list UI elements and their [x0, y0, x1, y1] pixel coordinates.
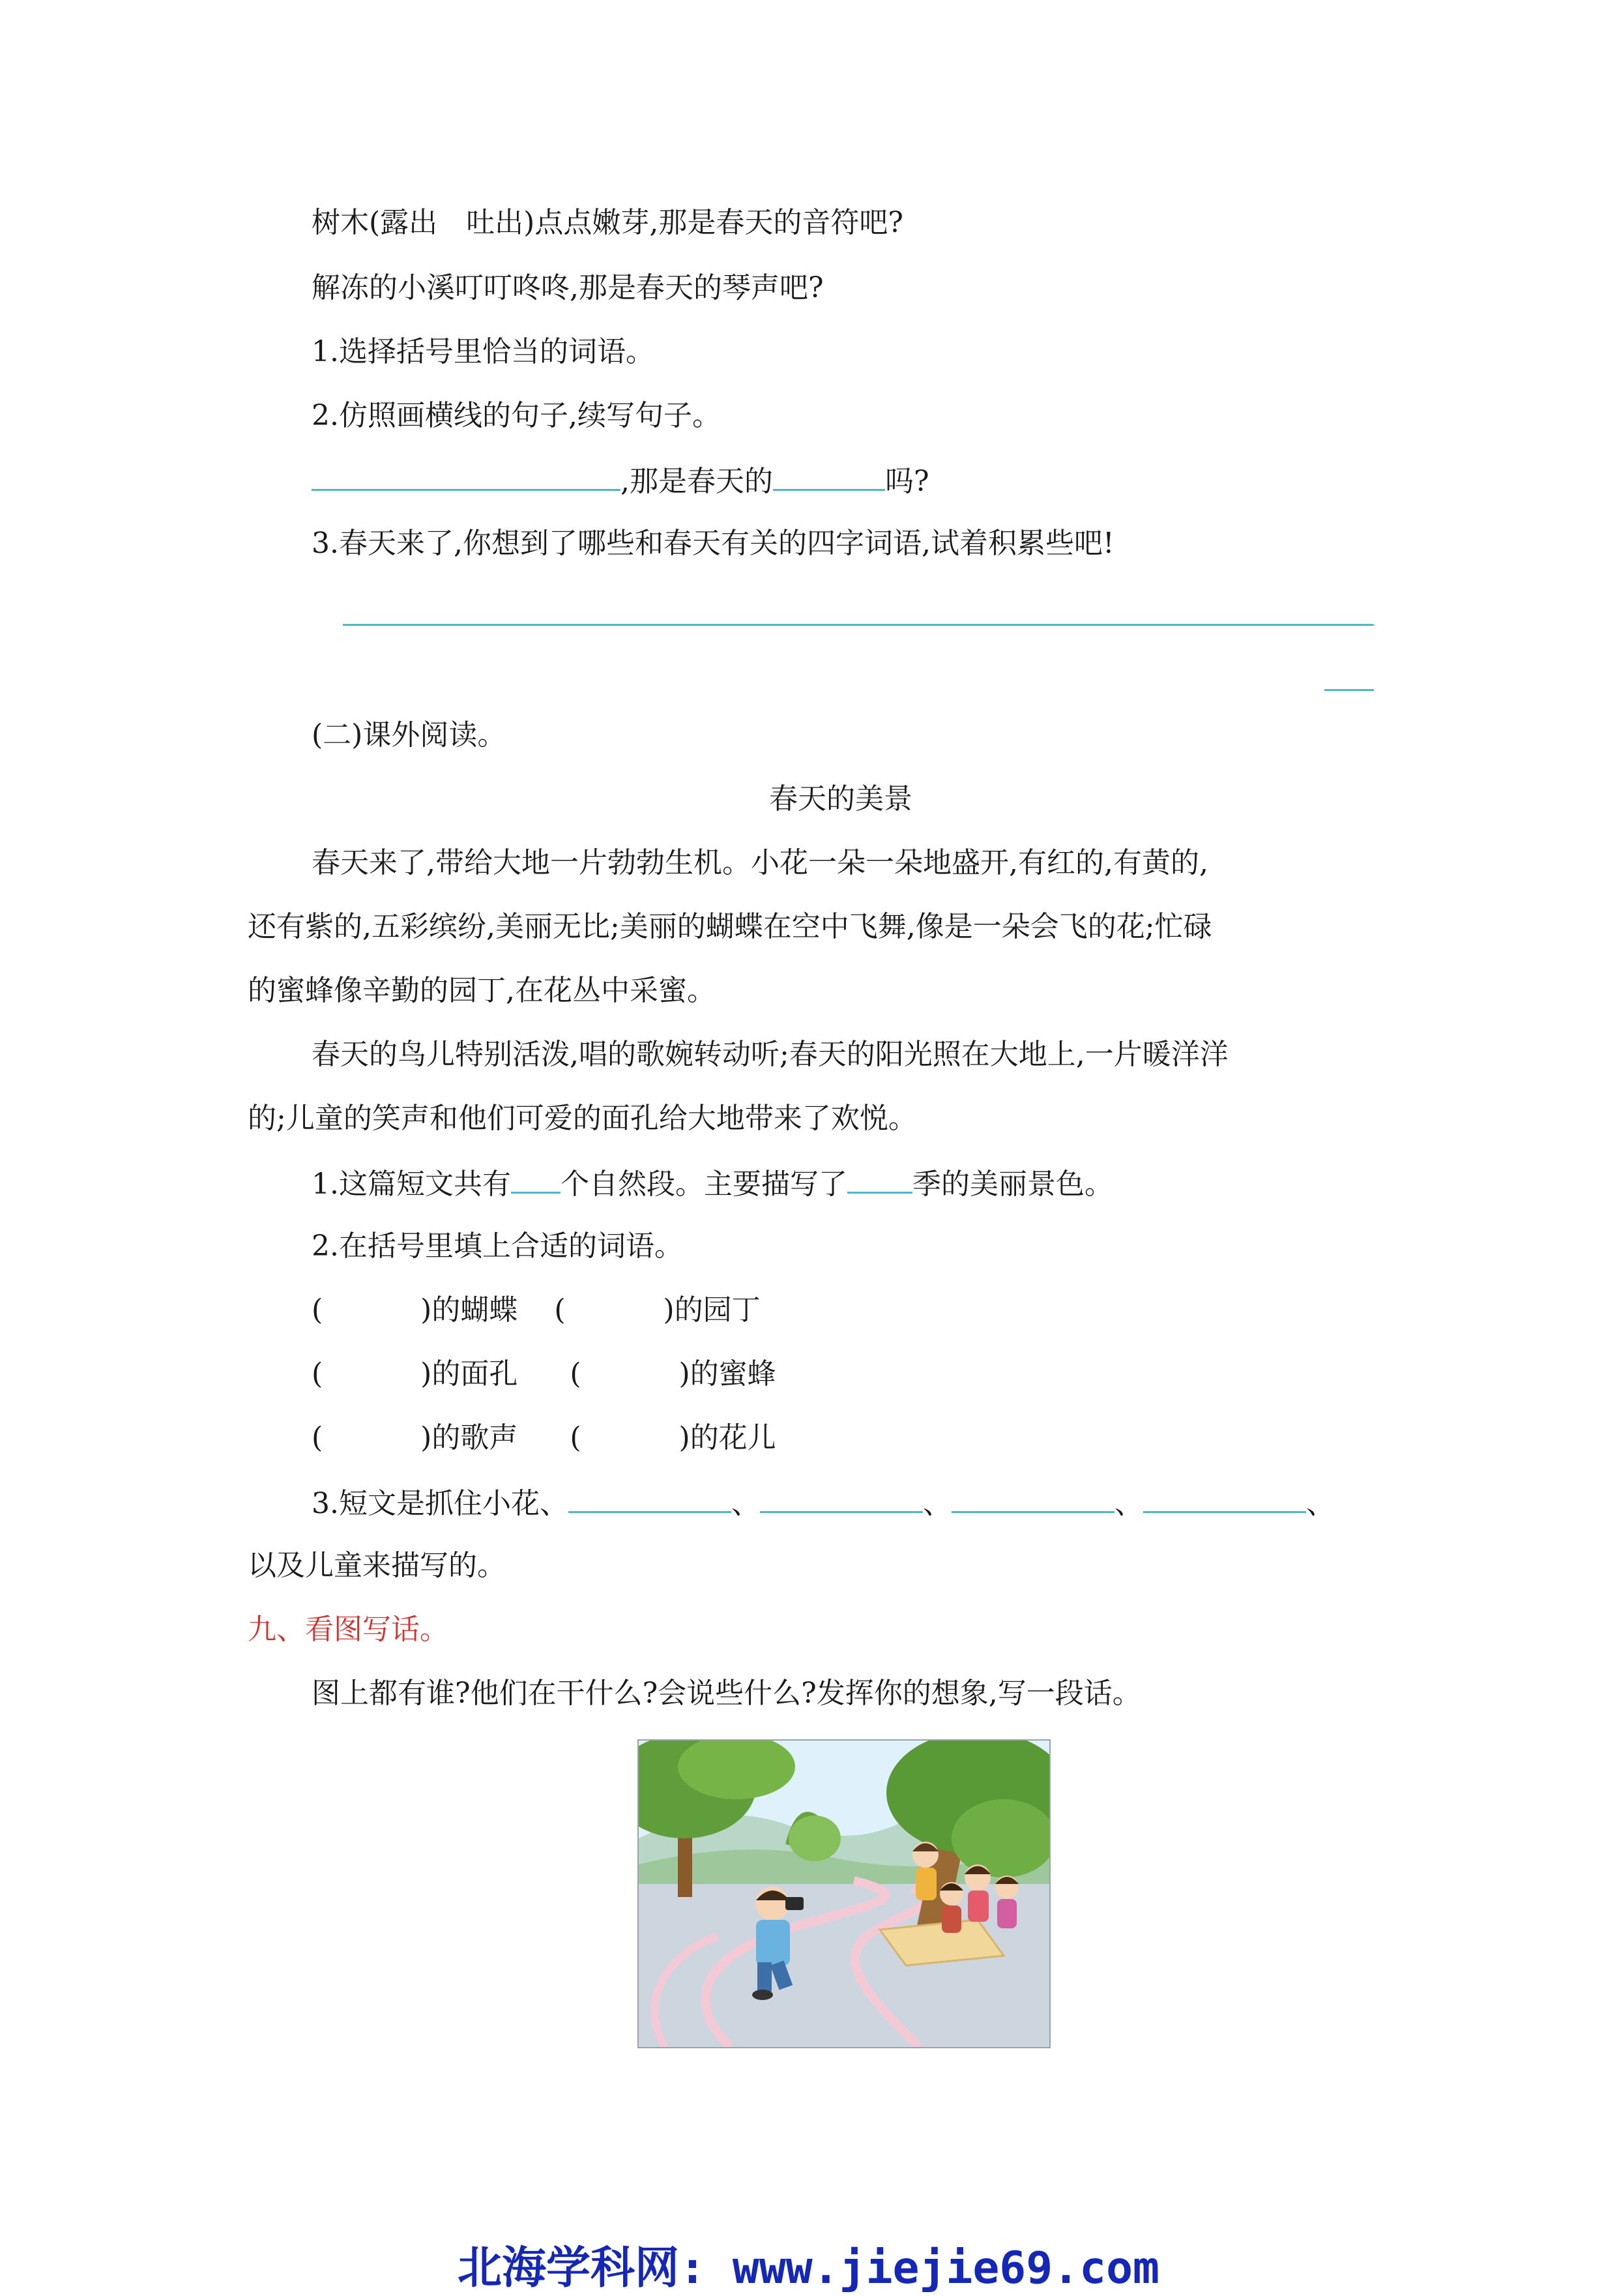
reading1-line1-a: 树木(露出	[312, 206, 438, 239]
q3-text-a: 3.短文是抓住小花、	[312, 1487, 568, 1520]
paren-open: (	[312, 1293, 323, 1327]
pair-row-2	[312, 1355, 776, 1394]
fill-end-text: 吗?	[885, 465, 929, 498]
answer-line[interactable]	[343, 624, 1374, 626]
reading2-q3-l2: 以及儿童来描写的。	[248, 1549, 506, 1582]
reading1-q2: 2.仿照画横线的句子,续写句子。	[312, 399, 721, 432]
reading2-title: 春天的美景	[769, 782, 912, 816]
pair-word: 的蝴蝶	[431, 1293, 518, 1327]
answer-line-end[interactable]	[1324, 689, 1374, 691]
paren-open: (	[312, 1421, 323, 1454]
paren-close: )	[420, 1421, 432, 1454]
paren-close: )	[678, 1357, 690, 1391]
paren-open: (	[570, 1357, 581, 1391]
footer-website[interactable]: 北海学科网: www.jiejie69.com	[458, 2243, 1159, 2294]
reading1-q1: 1.选择括号里恰当的词语。	[312, 335, 654, 368]
reading1-line1	[312, 203, 903, 243]
fill-blank[interactable]	[847, 1163, 912, 1194]
fill-blank[interactable]	[1143, 1482, 1306, 1513]
pair-word: 的园丁	[674, 1293, 761, 1327]
pair-word: 的蜜蜂	[690, 1357, 776, 1391]
q3-sep: 、	[1305, 1487, 1335, 1520]
fill-blank[interactable]	[760, 1482, 923, 1513]
pair-word: 的面孔	[431, 1357, 518, 1391]
reading2-p1-l3: 的蜜蜂像辛勤的园丁,在花丛中采蜜。	[248, 974, 716, 1007]
paren-open: (	[570, 1421, 581, 1454]
section9-prompt: 图上都有谁?他们在干什么?会说些什么?发挥你的想象,写一段话。	[312, 1677, 1141, 1710]
q1-text-b: 个自然段。主要描写了	[560, 1168, 847, 1201]
paren-close: )	[678, 1421, 690, 1454]
reading1-q2-fill	[312, 460, 929, 499]
section9-heading: 九、看图写话。	[248, 1613, 448, 1646]
fill-blank[interactable]	[952, 1482, 1114, 1513]
paren-close: )	[663, 1293, 675, 1327]
paren-open: (	[554, 1293, 566, 1327]
q1-text-a: 1.这篇短文共有	[312, 1168, 511, 1201]
pair-word: 的歌声	[431, 1421, 518, 1454]
reading1-q3: 3.春天来了,你想到了哪些和春天有关的四字词语,试着积累些吧!	[312, 527, 1114, 560]
pair-row-3	[312, 1419, 776, 1458]
q3-sep: 、	[1114, 1487, 1143, 1520]
reading1-line1-b: 吐出)点点嫩芽,那是春天的音符吧?	[466, 206, 903, 239]
fill-blank[interactable]	[312, 460, 620, 491]
reading2-p2-l1: 春天的鸟儿特别活泼,唱的歌婉转动听;春天的阳光照在大地上,一片暖洋洋	[312, 1038, 1229, 1071]
paren-close: )	[420, 1357, 432, 1391]
fill-blank[interactable]	[511, 1163, 561, 1194]
reading1-line2: 解冻的小溪叮叮咚咚,那是春天的琴声吧?	[312, 271, 824, 304]
reading2-q3	[312, 1482, 1335, 1522]
reading2-heading: (二)课外阅读。	[312, 718, 506, 752]
fill-mid-text: ,那是春天的	[620, 465, 773, 498]
reading2-q2: 2.在括号里填上合适的词语。	[312, 1229, 683, 1263]
children-in-spring-park-illustration-icon	[637, 1739, 1051, 2048]
pair-word: 的花儿	[690, 1421, 776, 1454]
reading2-p1-l1: 春天来了,带给大地一片勃勃生机。小花一朵一朵地盛开,有红的,有黄的,	[312, 846, 1208, 879]
reading2-q1	[312, 1163, 1113, 1202]
paren-open: (	[312, 1357, 323, 1391]
fill-blank[interactable]	[773, 460, 885, 491]
q3-sep: 、	[731, 1487, 760, 1520]
q3-sep: 、	[922, 1487, 952, 1520]
reading2-p2-l2: 的;儿童的笑声和他们可爱的面孔给大地带来了欢悦。	[248, 1102, 917, 1135]
q1-text-c: 季的美丽景色。	[912, 1168, 1113, 1201]
fill-blank[interactable]	[568, 1482, 731, 1513]
reading2-p1-l2: 还有紫的,五彩缤纷,美丽无比;美丽的蝴蝶在空中飞舞,像是一朵会飞的花;忙碌	[248, 910, 1212, 943]
pair-row-1	[312, 1291, 761, 1330]
paren-close: )	[420, 1293, 432, 1327]
